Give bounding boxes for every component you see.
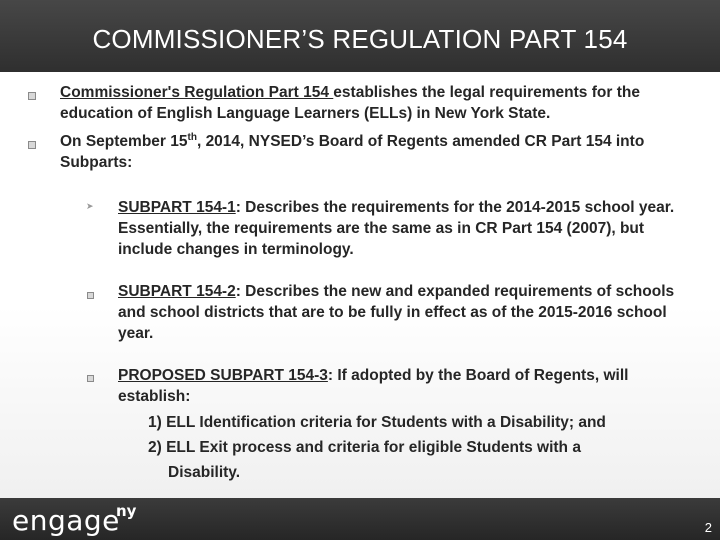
square-bullet-icon <box>28 141 36 149</box>
bullet-2-sup: th <box>187 131 197 143</box>
subpart-154-3-link[interactable]: PROPOSED SUBPART 154-3 <box>118 367 328 384</box>
subpart-154-1-text: : Describes the requirements for the 2014-2015 school year. Essentially, the requirements are the same as in CR Part 154 (2007), but include changes in terminology. <box>118 199 675 258</box>
regulation-link[interactable]: Commissioner's Regulation Part 154 <box>60 84 334 101</box>
subpart-154-3-item-2: 2) ELL Exit process and criteria for eligible Students with a <box>148 439 581 456</box>
subpart-154-2-text: : Describes the new and expanded requirements of schools and school districts that are to be fully in effect as of the 2015-2016 school year. <box>118 283 675 342</box>
engageny-logo-sup: ny <box>116 502 137 520</box>
arrow-bullet-icon: ➤ <box>86 201 94 211</box>
engageny-logo: engage <box>12 504 120 537</box>
subpart-154-3 <box>118 365 698 407</box>
subpart-154-2-link[interactable]: SUBPART 154-2 <box>118 283 236 300</box>
subpart-154-3-item-1: 1) ELL Identification criteria for Students with a Disability; and <box>148 414 606 431</box>
slide-title: COMMISSIONER’S REGULATION PART 154 <box>92 24 628 54</box>
bullet-2 <box>60 131 710 173</box>
subpart-154-3-item-3: Disability. <box>168 464 241 481</box>
square-bullet-icon <box>28 92 36 100</box>
bullet-2-pre: On September 15 <box>60 133 188 150</box>
square-bullet-icon <box>87 292 94 299</box>
page-number: 2 <box>704 520 712 535</box>
bullet-1 <box>60 82 705 124</box>
subpart-154-1 <box>118 197 693 260</box>
subpart-154-1-link[interactable]: SUBPART 154-1 <box>118 199 236 216</box>
subpart-154-2 <box>118 281 693 344</box>
square-bullet-icon <box>87 375 94 382</box>
bullet-2-post: , 2014, NYSED’s Board of Regents amended CR Part 154 into Subparts: <box>60 133 645 171</box>
subpart-154-3-text: : If adopted by the Board of Regents, will establish: <box>118 367 629 405</box>
bullet-1-text: establishes the legal requirements for the education of English Language Learners (ELLs) in New York State. <box>60 84 640 122</box>
